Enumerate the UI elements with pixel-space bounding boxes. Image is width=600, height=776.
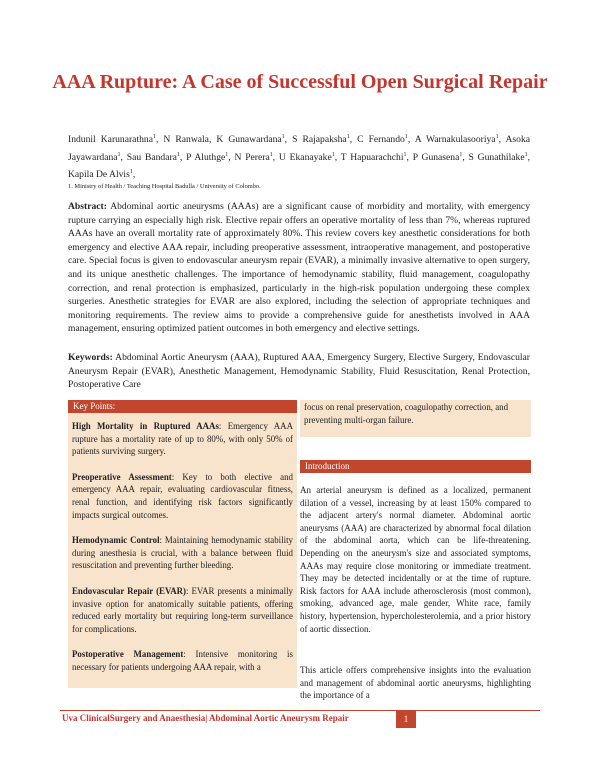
keywords-text: Abdominal Aortic Aneurysm (AAA), Ruptured AAA, Emergency Surgery, Elective Surgery, Endovascular Aneurysm Repair (EVAR), Anesthetic Management, Hemodynamic Stability, Fluid Resuscitation, Renal Protection, Postoperative Care bbox=[68, 352, 531, 391]
author-affiliation-mark: 1 bbox=[346, 134, 350, 140]
abstract-text: Abdominal aortic aneurysms (AAAs) are a significant cause of morbidity and mortality, with emergency rupture carrying an especially high risk. Elective repair offers an operative mortality of less than 7%, whereas ruptured AAAs have an overall mortality rate of approximately 80%. This review covers key anesthetic considerations for both emergency and elective AAA repair, including preoperative assessment, intraoperative management, and postoperative care. Special focus is given to endovascular aneurysm repair (EVAR), a minimally invasive alternative to open surgery, and its unique anesthetic challenges. The importance of hemodynamic stability, fluid management, coagulopathy correction, and renal protection is emphasized, particularly in the high-risk population undergoing these complex surgeries. Anesthetic strategies for EVAR are also explored, including the selection of appropriate techniques and monitoring requirements. The review aims to provide a comprehensive guide for anesthetists involved in AAA management, ensuring optimized patient outcomes in both emergency and elective settings. bbox=[68, 201, 530, 335]
author-affiliation-mark: 1 bbox=[176, 151, 180, 158]
paper-title: AAA Rupture: A Case of Successful Open Surgical Repair bbox=[52, 71, 548, 93]
author-affiliation-mark: 1 bbox=[331, 151, 335, 158]
key-point-title: Endovascular Repair (EVAR) bbox=[72, 585, 186, 596]
key-points-continuation-text: focus on renal preservation, coagulopathy correction, and preventing multi-organ failure. bbox=[304, 402, 509, 425]
author-affiliation-mark: 1 bbox=[524, 151, 528, 158]
key-points-header: Key Points: bbox=[68, 400, 297, 413]
author-name: T Hapuarachchi bbox=[340, 151, 404, 163]
key-points-continuation bbox=[300, 400, 531, 437]
affiliation: 1. Ministry of Health / Teaching Hospital Badulla / University of Colombo. bbox=[68, 183, 261, 190]
author-name: P Aluthge bbox=[186, 151, 226, 163]
introduction-paragraph: This article offers comprehensive insights into the evaluation and management of abdominal aortic aneurysms, highlighting the importance of a bbox=[300, 665, 531, 701]
author-affiliation-mark: 1 bbox=[459, 151, 463, 158]
author-affiliation-mark: 1 bbox=[403, 151, 407, 158]
keywords bbox=[68, 351, 530, 392]
author-affiliation-mark: 1 bbox=[281, 134, 285, 140]
author-name: K Gunawardana bbox=[216, 134, 282, 146]
author-name: C Fernando bbox=[357, 134, 405, 146]
author-name: S Gunathilake bbox=[468, 151, 525, 163]
introduction-paragraph: An arterial aneurysm is defined as a localized, permanent dilation of a vessel, increasing by at least 150% compared to the adjacent artery's normal diameter. Abdominal aortic aneurysms (AAA) are characterized by abnormal focal dilation of the abdominal aorta, which can be life-threatening. Depending on the aneurysm's size and associated symptoms, AAAs may require close monitoring or immediate treatment. They may be detected incidentally or at the time of rupture. Risk factors for AAA include atherosclerosis (most common), smoking, advanced age, male gender, White race, family history, hypertension, hypercholesterolemia, and a prior history of aortic dissection. bbox=[300, 485, 531, 634]
key-point-item bbox=[68, 534, 297, 572]
key-point-item bbox=[68, 471, 297, 521]
author-name: U Ekanayake bbox=[278, 151, 332, 163]
author-name: N Perera bbox=[234, 151, 270, 163]
key-point-title: Hemodynamic Control bbox=[72, 535, 160, 546]
author-list: Indunil Karunarathna$^1$, N Ranwala, K Gunawardana$^1$, S Rajapaksha$^1$, C Fernando$^1$, A Warnakulasooriya$^1$, Asoka Jayawardana$^1$, Sau Bandara$^1$, P Aluthge$^1$, N Perera$^1$, U Ekanayake$^1$, T Hapuarachchi$^1$, P Gunasena$^1$, S Gunathilake$^1$, Kapila De Alvis$^1$, bbox=[68, 134, 530, 181]
key-point-text: : Maintaining hemodynamic stability during anesthesia is crucial, with a balance between fluid resuscitation and preventing further bleeding. bbox=[72, 535, 293, 571]
key-point-item bbox=[68, 585, 297, 635]
keywords-label: Keywords: bbox=[68, 352, 113, 363]
author-name: Kapila De Alvis bbox=[68, 169, 130, 181]
introduction-header: Introduction bbox=[300, 460, 531, 473]
key-point-title: Preoperative Assessment bbox=[72, 471, 172, 482]
footer-rule bbox=[60, 710, 540, 711]
author-affiliation-mark: 1 bbox=[404, 134, 408, 140]
author-name: P Gunasena bbox=[412, 151, 460, 163]
page-number: 1 bbox=[396, 710, 416, 728]
key-point-text: : EVAR presents a minimally invasive option for anatomically suitable patients, offering reduced early mortality but requiring long-term surveillance for complications. bbox=[72, 585, 293, 634]
key-point-text: : Emergency AAA rupture has a mortality rate of up to 80%, with only 50% of patients surviving surgery. bbox=[72, 421, 293, 457]
author-name: Sau Bandara bbox=[126, 151, 177, 163]
key-point-title: High Mortality in Ruptured AAAs bbox=[72, 421, 219, 431]
author-affiliation-mark: 1 bbox=[152, 134, 156, 140]
key-point-item bbox=[68, 648, 297, 673]
author-name: Asoka Jayawardana bbox=[68, 134, 530, 163]
key-point-title: Postoperative Management bbox=[72, 649, 184, 660]
author-affiliation-mark: 1 bbox=[225, 151, 229, 158]
key-point-text: : Intensive monitoring is necessary for patients undergoing AAA repair, with a bbox=[72, 649, 293, 672]
author-affiliation-mark: 1 bbox=[269, 151, 273, 158]
key-point-text: : Key to both elective and emergency AAA repair, evaluating cardiovascular fitness, renal function, and identifying risk factors significantly impacts surgical outcomes. bbox=[72, 471, 293, 520]
author-name: A Warnakulasooriya bbox=[414, 134, 496, 146]
author-affiliation-mark: 1 bbox=[495, 134, 499, 140]
author-name: Indunil Karunarathna bbox=[68, 134, 153, 146]
author-name: N Ranwala bbox=[163, 134, 209, 146]
abstract-label: Abstract: bbox=[68, 201, 107, 212]
key-points-box bbox=[68, 400, 297, 688]
running-footer: Uva ClinicalSurgery and Anaesthesia| Abdominal Aortic Aneurysm Repair bbox=[62, 713, 349, 723]
key-point-item bbox=[68, 420, 297, 458]
author-affiliation-mark: 1 bbox=[129, 169, 133, 176]
abstract bbox=[68, 200, 530, 336]
author-affiliation-mark: 1 bbox=[117, 151, 121, 158]
author-name: S Rajapaksha bbox=[292, 134, 347, 146]
